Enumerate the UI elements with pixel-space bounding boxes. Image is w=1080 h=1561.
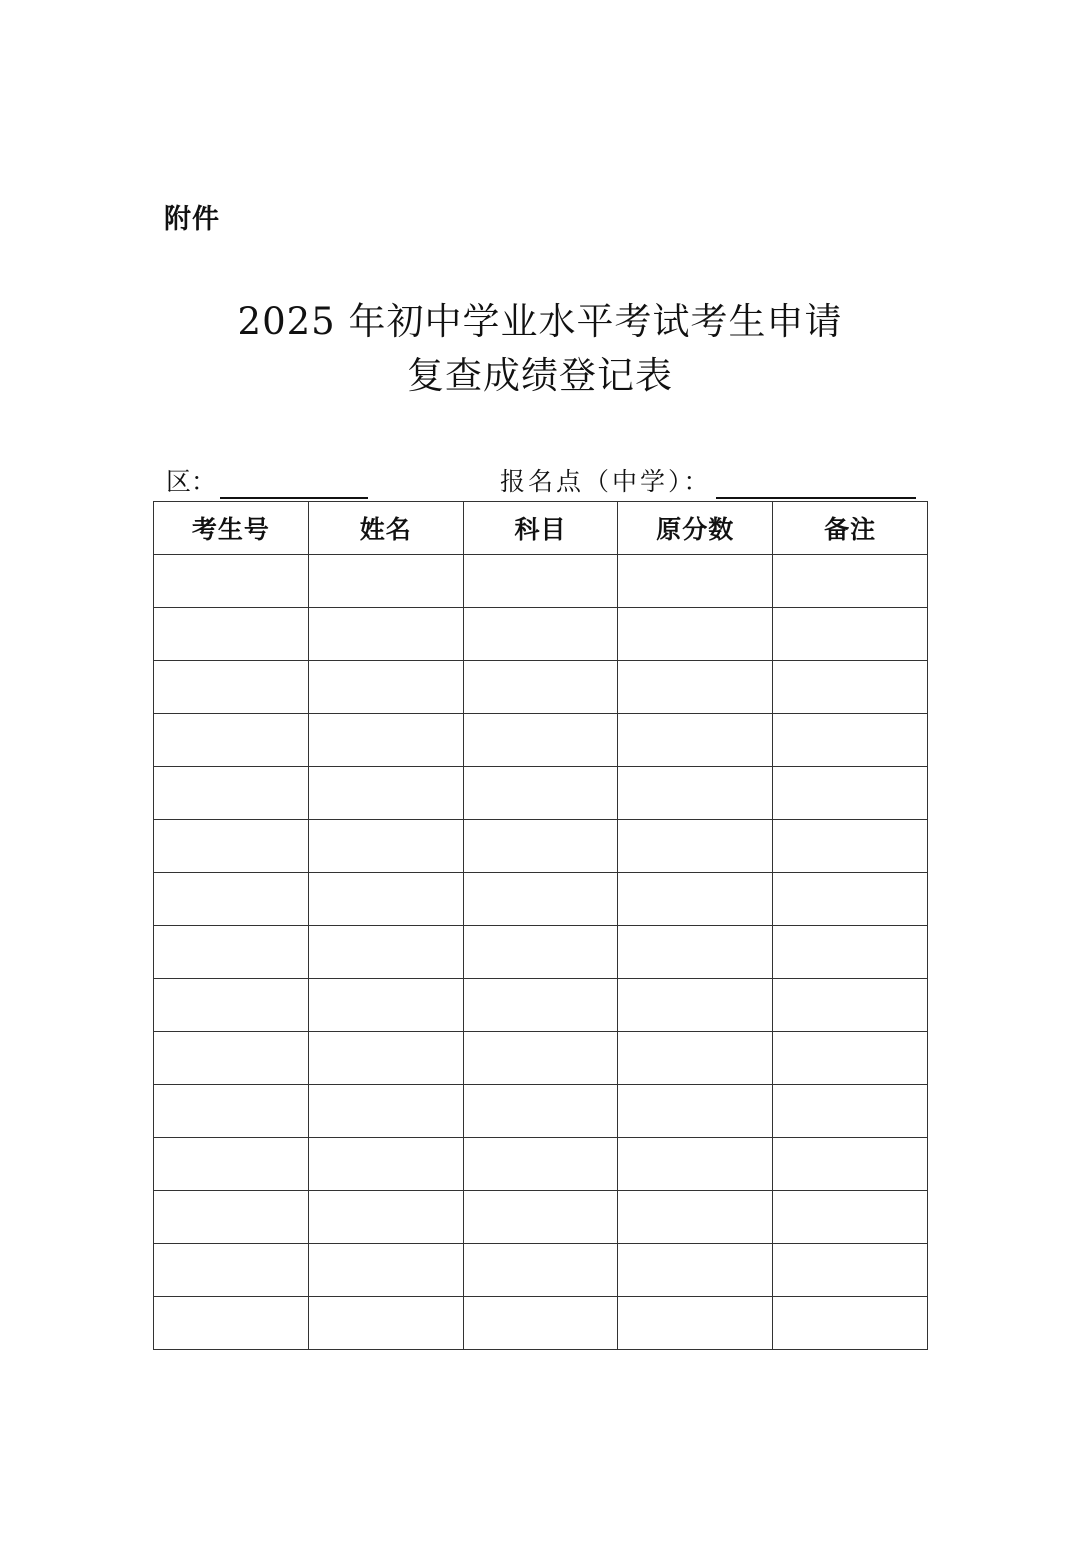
cell-exam-number[interactable] bbox=[154, 1297, 309, 1350]
cell-exam-number[interactable] bbox=[154, 555, 309, 608]
score-review-table bbox=[153, 501, 928, 1350]
cell-subject[interactable] bbox=[463, 1191, 618, 1244]
cell-remarks[interactable] bbox=[773, 1138, 928, 1191]
registration-site-blank-field[interactable] bbox=[716, 497, 916, 499]
cell-original-score[interactable] bbox=[618, 926, 773, 979]
table-row bbox=[154, 555, 928, 608]
header-exam-number: 考生号 bbox=[154, 502, 309, 555]
cell-original-score[interactable] bbox=[618, 979, 773, 1032]
cell-subject[interactable] bbox=[463, 1138, 618, 1191]
cell-remarks[interactable] bbox=[773, 555, 928, 608]
header-subject: 科目 bbox=[463, 502, 618, 555]
cell-exam-number[interactable] bbox=[154, 767, 309, 820]
cell-subject[interactable] bbox=[463, 661, 618, 714]
table-row bbox=[154, 608, 928, 661]
cell-exam-number[interactable] bbox=[154, 873, 309, 926]
cell-subject[interactable] bbox=[463, 1085, 618, 1138]
title-line-2: 复查成绩登记表 bbox=[407, 354, 673, 397]
cell-remarks[interactable] bbox=[773, 1085, 928, 1138]
cell-original-score[interactable] bbox=[618, 714, 773, 767]
cell-original-score[interactable] bbox=[618, 820, 773, 873]
cell-original-score[interactable] bbox=[618, 1297, 773, 1350]
cell-original-score[interactable] bbox=[618, 1032, 773, 1085]
cell-remarks[interactable] bbox=[773, 1297, 928, 1350]
cell-name[interactable] bbox=[308, 1191, 463, 1244]
table-body bbox=[154, 555, 928, 1350]
cell-name[interactable] bbox=[308, 873, 463, 926]
cell-exam-number[interactable] bbox=[154, 1191, 309, 1244]
cell-exam-number[interactable] bbox=[154, 1244, 309, 1297]
district-blank-field[interactable] bbox=[220, 497, 368, 499]
cell-original-score[interactable] bbox=[618, 1191, 773, 1244]
cell-name[interactable] bbox=[308, 1297, 463, 1350]
cell-name[interactable] bbox=[308, 1032, 463, 1085]
cell-remarks[interactable] bbox=[773, 714, 928, 767]
cell-exam-number[interactable] bbox=[154, 608, 309, 661]
cell-subject[interactable] bbox=[463, 767, 618, 820]
table-row bbox=[154, 1085, 928, 1138]
cell-exam-number[interactable] bbox=[154, 714, 309, 767]
cell-remarks[interactable] bbox=[773, 926, 928, 979]
cell-exam-number[interactable] bbox=[154, 1032, 309, 1085]
document-title bbox=[0, 295, 1080, 403]
cell-remarks[interactable] bbox=[773, 608, 928, 661]
cell-subject[interactable] bbox=[463, 820, 618, 873]
cell-name[interactable] bbox=[308, 820, 463, 873]
cell-name[interactable] bbox=[308, 608, 463, 661]
cell-remarks[interactable] bbox=[773, 979, 928, 1032]
cell-name[interactable] bbox=[308, 926, 463, 979]
cell-name[interactable] bbox=[308, 555, 463, 608]
cell-original-score[interactable] bbox=[618, 1138, 773, 1191]
cell-subject[interactable] bbox=[463, 979, 618, 1032]
table-row bbox=[154, 1032, 928, 1085]
table-row bbox=[154, 926, 928, 979]
cell-subject[interactable] bbox=[463, 608, 618, 661]
attachment-label: 附件 bbox=[164, 204, 220, 235]
cell-remarks[interactable] bbox=[773, 873, 928, 926]
cell-exam-number[interactable] bbox=[154, 979, 309, 1032]
header-original-score: 原分数 bbox=[618, 502, 773, 555]
cell-name[interactable] bbox=[308, 1244, 463, 1297]
cell-name[interactable] bbox=[308, 1085, 463, 1138]
cell-original-score[interactable] bbox=[618, 555, 773, 608]
cell-subject[interactable] bbox=[463, 873, 618, 926]
cell-name[interactable] bbox=[308, 714, 463, 767]
cell-remarks[interactable] bbox=[773, 1244, 928, 1297]
cell-subject[interactable] bbox=[463, 1244, 618, 1297]
cell-exam-number[interactable] bbox=[154, 820, 309, 873]
cell-original-score[interactable] bbox=[618, 873, 773, 926]
cell-subject[interactable] bbox=[463, 1297, 618, 1350]
cell-original-score[interactable] bbox=[618, 767, 773, 820]
table-row bbox=[154, 767, 928, 820]
header-remarks: 备注 bbox=[773, 502, 928, 555]
table-row bbox=[154, 661, 928, 714]
table-row bbox=[154, 1191, 928, 1244]
header-name: 姓名 bbox=[308, 502, 463, 555]
cell-original-score[interactable] bbox=[618, 608, 773, 661]
cell-remarks[interactable] bbox=[773, 1032, 928, 1085]
table-header-row bbox=[154, 502, 928, 555]
cell-original-score[interactable] bbox=[618, 1244, 773, 1297]
table-row bbox=[154, 979, 928, 1032]
cell-subject[interactable] bbox=[463, 555, 618, 608]
cell-subject[interactable] bbox=[463, 1032, 618, 1085]
cell-remarks[interactable] bbox=[773, 767, 928, 820]
cell-name[interactable] bbox=[308, 767, 463, 820]
table-row bbox=[154, 714, 928, 767]
title-line-1: 2025 年初中学业水平考试考生申请 bbox=[237, 300, 843, 343]
table-row bbox=[154, 1244, 928, 1297]
cell-remarks[interactable] bbox=[773, 1191, 928, 1244]
cell-name[interactable] bbox=[308, 979, 463, 1032]
cell-subject[interactable] bbox=[463, 714, 618, 767]
cell-remarks[interactable] bbox=[773, 661, 928, 714]
cell-exam-number[interactable] bbox=[154, 1138, 309, 1191]
table-row bbox=[154, 873, 928, 926]
table-row bbox=[154, 1297, 928, 1350]
cell-name[interactable] bbox=[308, 1138, 463, 1191]
cell-exam-number[interactable] bbox=[154, 661, 309, 714]
cell-original-score[interactable] bbox=[618, 1085, 773, 1138]
cell-exam-number[interactable] bbox=[154, 926, 309, 979]
cell-exam-number[interactable] bbox=[154, 1085, 309, 1138]
table-row bbox=[154, 820, 928, 873]
cell-subject[interactable] bbox=[463, 926, 618, 979]
table-row bbox=[154, 1138, 928, 1191]
cell-remarks[interactable] bbox=[773, 820, 928, 873]
cell-original-score[interactable] bbox=[618, 661, 773, 714]
cell-name[interactable] bbox=[308, 661, 463, 714]
registration-site-label: 报名点（中学）： bbox=[500, 467, 712, 496]
form-meta-row bbox=[166, 462, 926, 502]
district-label: 区： bbox=[166, 467, 217, 496]
